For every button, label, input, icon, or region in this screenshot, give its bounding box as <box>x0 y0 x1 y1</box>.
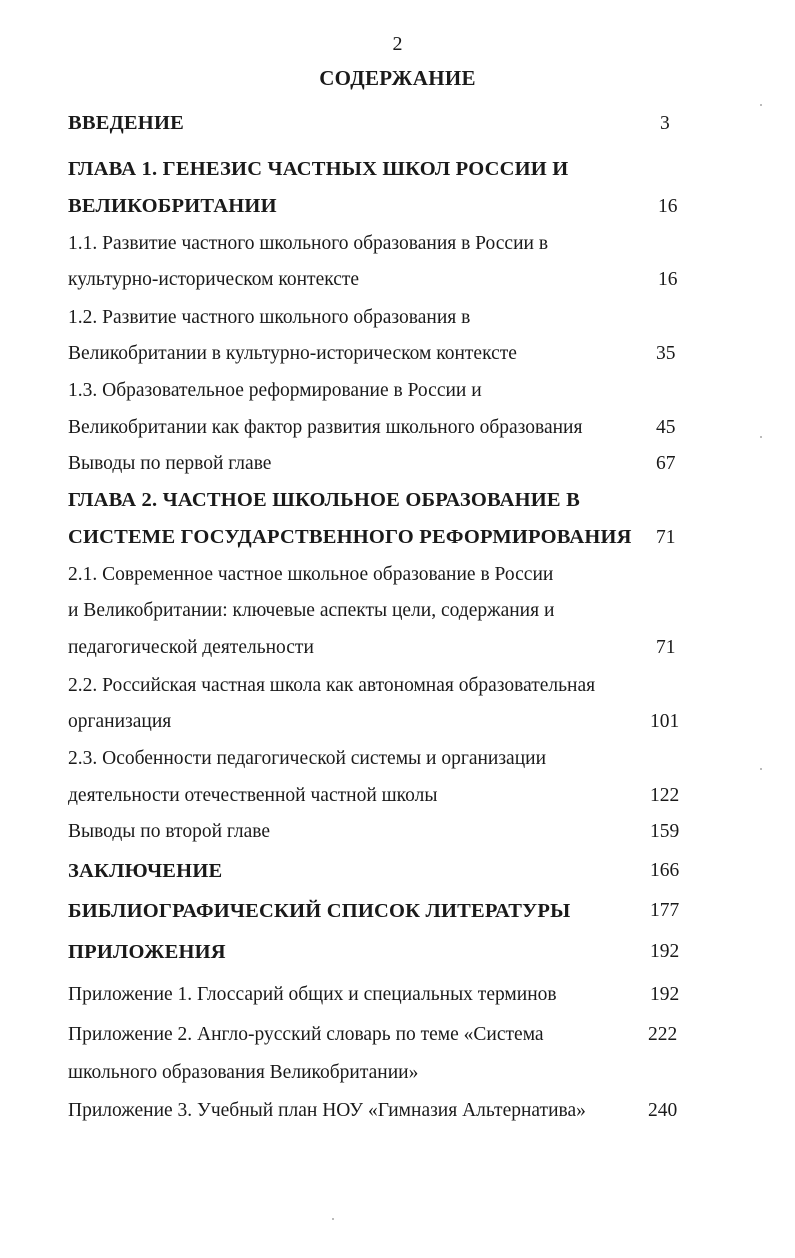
toc-chapter1-line1: ГЛАВА 1. ГЕНЕЗИС ЧАСТНЫХ ШКОЛ РОССИИ И <box>68 158 569 180</box>
toc-intro-title: ВВЕДЕНИЕ <box>68 112 184 134</box>
toc-chapter1-page: 16 <box>658 196 678 217</box>
toc-chapter2-page: 71 <box>656 527 676 548</box>
toc-section-1-1-line1: 1.1. Развитие частного школьного образования в России в <box>68 233 549 254</box>
scan-speck <box>332 1218 334 1220</box>
toc-conclusions-1-page: 67 <box>656 453 676 474</box>
toc-appendix-2-line1: Приложение 2. Англо-русский словарь по теме «Система <box>68 1024 544 1045</box>
toc-section-1-3-page: 45 <box>656 417 676 438</box>
toc-bibliography-page: 177 <box>650 900 680 921</box>
toc-section-1-2-line2: Великобритании в культурно-историческом контексте <box>68 343 517 364</box>
toc-section-2-2-line2: организация <box>68 711 172 732</box>
toc-section-1-2-page: 35 <box>656 343 676 364</box>
toc-appendix-3-page: 240 <box>648 1100 678 1121</box>
toc-section-2-1-line3: педагогической деятельности <box>68 637 314 658</box>
scan-speck <box>760 104 762 106</box>
toc-appendix-1-page: 192 <box>650 984 680 1005</box>
toc-appendix-3: Приложение 3. Учебный план НОУ «Гимназия Альтернатива» <box>68 1100 586 1121</box>
toc-section-2-2-page: 101 <box>650 711 680 732</box>
toc-section-1-3-line2: Великобритании как фактор развития школьного образования <box>68 417 583 438</box>
toc-section-2-3-page: 122 <box>650 785 680 806</box>
toc-section-1-3-line1: 1.3. Образовательное реформирование в России и <box>68 380 482 401</box>
toc-conclusions-2: Выводы по второй главе <box>68 821 271 842</box>
toc-intro-page: 3 <box>660 113 670 134</box>
toc-appendices: ПРИЛОЖЕНИЯ <box>68 941 226 963</box>
toc-section-2-2-line1: 2.2. Российская частная школа как автономная образовательная <box>68 675 596 696</box>
toc-chapter1-line2: ВЕЛИКОБРИТАНИИ <box>68 195 277 217</box>
toc-section-2-1-page: 71 <box>656 637 676 658</box>
toc-conclusion-page: 166 <box>650 860 680 881</box>
toc-section-1-1-line2: культурно-историческом контексте <box>68 269 360 290</box>
page-number: 2 <box>392 33 403 55</box>
toc-conclusion: ЗАКЛЮЧЕНИЕ <box>68 860 223 882</box>
toc-section-2-1-line1: 2.1. Современное частное школьное образование в России <box>68 564 554 585</box>
toc-section-2-3-line1: 2.3. Особенности педагогической системы и организации <box>68 748 547 769</box>
toc-conclusions-1: Выводы по первой главе <box>68 453 272 474</box>
toc-section-1-2-line1: 1.2. Развитие частного школьного образования в <box>68 307 471 328</box>
scan-speck <box>760 436 762 438</box>
toc-chapter2-line2: СИСТЕМЕ ГОСУДАРСТВЕННОГО РЕФОРМИРОВАНИЯ <box>68 526 632 548</box>
toc-section-2-3-line2: деятельности отечественной частной школы <box>68 785 438 806</box>
toc-section-2-1-line2: и Великобритании: ключевые аспекты цели, содержания и <box>68 600 555 621</box>
toc-bibliography: БИБЛИОГРАФИЧЕСКИЙ СПИСОК ЛИТЕРАТУРЫ <box>68 900 571 922</box>
page-title: СОДЕРЖАНИЕ <box>319 66 476 90</box>
scan-speck <box>760 768 762 770</box>
toc-appendix-2-page: 222 <box>648 1024 678 1045</box>
toc-appendices-page: 192 <box>650 941 680 962</box>
toc-section-1-1-page: 16 <box>658 269 678 290</box>
toc-appendix-1: Приложение 1. Глоссарий общих и специальных терминов <box>68 984 557 1005</box>
toc-appendix-2-line2: школьного образования Великобритании» <box>68 1062 419 1083</box>
toc-chapter2-line1: ГЛАВА 2. ЧАСТНОЕ ШКОЛЬНОЕ ОБРАЗОВАНИЕ В <box>68 489 580 511</box>
toc-conclusions-2-page: 159 <box>650 821 680 842</box>
